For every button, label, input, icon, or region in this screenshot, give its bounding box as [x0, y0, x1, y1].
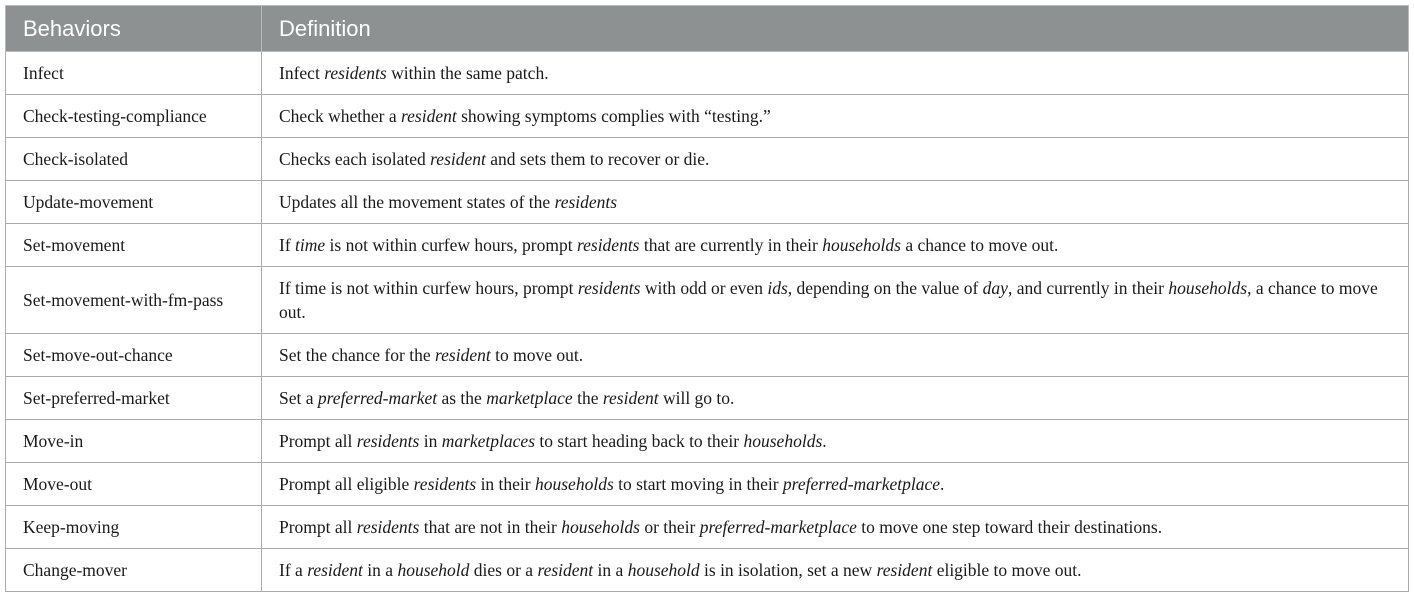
- behavior-cell: Change-mover: [6, 549, 262, 592]
- definition-segment: is not within curfew hours, prompt: [325, 235, 577, 255]
- definition-segment: as the: [437, 388, 487, 408]
- definition-segment: with odd or even: [640, 278, 768, 298]
- definition-text: [279, 431, 827, 451]
- definition-segment: within the same patch.: [386, 63, 549, 83]
- definition-text: [279, 63, 549, 83]
- definition-italic-term: preferred-marketplace: [699, 517, 857, 537]
- definition-cell: [262, 224, 1409, 267]
- definition-italic-term: household: [397, 560, 470, 580]
- definition-segment: in a: [593, 560, 628, 580]
- table-row: [6, 463, 1409, 506]
- table-row: [6, 52, 1409, 95]
- definition-segment: or their: [639, 517, 700, 537]
- definition-segment: Checks each isolated: [279, 149, 431, 169]
- definition-segment: to start heading back to their: [535, 431, 744, 451]
- definition-italic-term: marketplaces: [441, 431, 536, 451]
- definition-cell: [262, 549, 1409, 592]
- definition-segment: that are currently in their: [639, 235, 823, 255]
- definition-segment: Prompt all eligible: [279, 474, 414, 494]
- definition-cell: [262, 52, 1409, 95]
- table-row: [6, 420, 1409, 463]
- definition-text: [279, 474, 944, 494]
- behavior-cell: Set-move-out-chance: [6, 334, 262, 377]
- definition-italic-term: resident: [307, 560, 363, 580]
- definition-italic-term: households: [535, 474, 614, 494]
- definition-segment: Set a: [279, 388, 318, 408]
- definition-text: [279, 278, 1378, 322]
- definition-segment: to start moving in their: [613, 474, 783, 494]
- behavior-cell: Set-movement: [6, 224, 262, 267]
- table-row: [6, 224, 1409, 267]
- definition-text: [279, 235, 1058, 255]
- definition-segment: is in isolation, set a new: [699, 560, 877, 580]
- definition-segment: the: [572, 388, 603, 408]
- header-behaviors: Behaviors: [6, 6, 262, 52]
- definition-italic-term: residents: [356, 431, 420, 451]
- definition-italic-term: resident: [537, 560, 594, 580]
- definition-cell: [262, 138, 1409, 181]
- definition-segment: If time is not within curfew hours, prompt: [279, 278, 578, 298]
- definition-segment: and sets them to recover or die.: [485, 149, 710, 169]
- definition-segment: dies or a: [469, 560, 538, 580]
- definition-segment: showing symptoms complies with “testing.”: [456, 106, 771, 126]
- definition-italic-term: residents: [576, 235, 640, 255]
- definition-italic-term: preferred-market: [317, 388, 438, 408]
- definition-segment: Infect: [279, 63, 325, 83]
- definition-italic-term: resident: [400, 106, 457, 126]
- definition-italic-term: time: [295, 235, 326, 255]
- definition-italic-term: households: [1168, 278, 1248, 298]
- table-row: [6, 267, 1409, 334]
- behavior-cell: Update-movement: [6, 181, 262, 224]
- definition-italic-term: ids: [767, 278, 788, 298]
- header-row: [6, 6, 1409, 52]
- definition-cell: [262, 420, 1409, 463]
- table-row: [6, 181, 1409, 224]
- table-row: [6, 138, 1409, 181]
- behavior-cell: Check-testing-compliance: [6, 95, 262, 138]
- behavior-cell: Set-preferred-market: [6, 377, 262, 420]
- header-definition: Definition: [262, 6, 1409, 52]
- behavior-cell: Move-in: [6, 420, 262, 463]
- behaviors-table: [5, 5, 1409, 592]
- definition-cell: [262, 334, 1409, 377]
- definition-segment: will go to.: [658, 388, 735, 408]
- definition-cell: [262, 506, 1409, 549]
- definition-text: [279, 345, 583, 365]
- definition-cell: [262, 463, 1409, 506]
- definition-segment: to move out.: [490, 345, 584, 365]
- definition-italic-term: households: [561, 517, 640, 537]
- definition-italic-term: residents: [577, 278, 641, 298]
- definition-italic-term: residents: [554, 192, 618, 212]
- definition-italic-term: household: [627, 560, 700, 580]
- table-header: [6, 6, 1409, 52]
- definition-text: [279, 149, 709, 169]
- definition-italic-term: resident: [430, 149, 486, 169]
- table-row: [6, 377, 1409, 420]
- definition-segment: .: [940, 474, 945, 494]
- definition-cell: [262, 267, 1409, 334]
- behavior-cell: Check-isolated: [6, 138, 262, 181]
- definition-segment: .: [822, 431, 827, 451]
- definition-text: [279, 192, 617, 212]
- definition-text: [279, 517, 1162, 537]
- behavior-cell: Move-out: [6, 463, 262, 506]
- definition-italic-term: preferred-marketplace: [782, 474, 941, 494]
- definition-segment: a chance to move out.: [900, 235, 1059, 255]
- definition-segment: Check whether a: [279, 106, 401, 126]
- behavior-cell: Infect: [6, 52, 262, 95]
- table-row: [6, 95, 1409, 138]
- definition-italic-term: resident: [876, 560, 933, 580]
- definition-italic-term: households: [822, 235, 901, 255]
- definition-italic-term: resident: [434, 345, 491, 365]
- definition-italic-term: residents: [356, 517, 420, 537]
- definition-italic-term: marketplace: [486, 388, 573, 408]
- behavior-cell: Keep-moving: [6, 506, 262, 549]
- definition-text: [279, 560, 1082, 580]
- definition-segment: Prompt all: [279, 431, 357, 451]
- definition-text: [279, 388, 734, 408]
- definition-italic-term: day: [982, 278, 1008, 298]
- definition-segment: If a: [279, 560, 308, 580]
- definition-italic-term: residents: [413, 474, 477, 494]
- definition-segment: to move one step toward their destinations.: [856, 517, 1163, 537]
- definition-text: [279, 106, 771, 126]
- definition-segment: , depending on the value of: [787, 278, 983, 298]
- table-row: [6, 549, 1409, 592]
- definition-segment: , a chance to move out.: [279, 278, 1378, 322]
- definition-segment: Updates all the movement states of the: [279, 192, 555, 212]
- definition-segment: in their: [476, 474, 535, 494]
- definition-segment: eligible to move out.: [932, 560, 1082, 580]
- definition-cell: [262, 181, 1409, 224]
- definition-italic-term: households: [743, 431, 823, 451]
- definition-italic-term: resident: [602, 388, 659, 408]
- definition-segment: in: [419, 431, 442, 451]
- behaviors-table-container: [5, 5, 1408, 592]
- table-row: [6, 506, 1409, 549]
- table-body: [6, 52, 1409, 592]
- definition-segment: that are not in their: [419, 517, 562, 537]
- behavior-cell: Set-movement-with-fm-pass: [6, 267, 262, 334]
- definition-segment: in a: [362, 560, 398, 580]
- definition-cell: [262, 377, 1409, 420]
- definition-segment: , and currently in their: [1007, 278, 1169, 298]
- definition-segment: Prompt all: [279, 517, 357, 537]
- definition-cell: [262, 95, 1409, 138]
- table-row: [6, 334, 1409, 377]
- definition-segment: Set the chance for the: [279, 345, 435, 365]
- definition-italic-term: residents: [324, 63, 387, 83]
- definition-segment: If: [279, 235, 296, 255]
